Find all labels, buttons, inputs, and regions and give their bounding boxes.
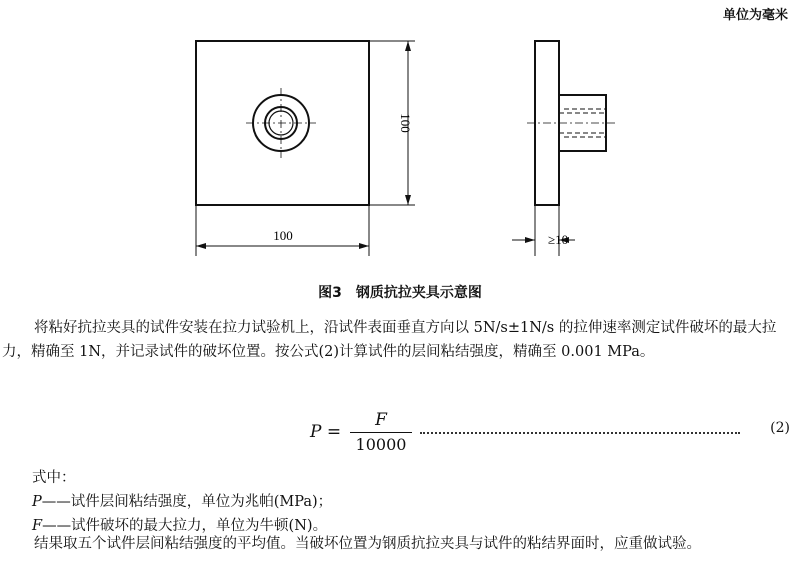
formula-2 <box>310 410 790 458</box>
definition-symbol: P <box>32 494 42 510</box>
formula-lhs: P = <box>310 422 342 442</box>
figure-caption: 图3 钢质抗拉夹具示意图 <box>318 285 482 301</box>
definition-p <box>32 490 332 514</box>
paragraph-test-procedure: 将粘好抗拉夹具的试件安装在拉力试验机上，沿试件表面垂直方向以 5N/s±1N/s 的拉伸速率测定试件破坏的最大拉力，精确至 1N，并记录试件的破坏位置。按公式(2)计算试件的层间粘结强度，精确至 0.001 MPa。 <box>2 320 777 360</box>
height-dimension-label: 100 <box>398 113 413 133</box>
where-label: 式中： <box>32 470 76 486</box>
formula-fraction <box>350 410 412 455</box>
steel-clamp-drawing <box>0 0 800 280</box>
definition-text: ——试件破坏的最大拉力，单位为牛顿(N)。 <box>42 518 328 534</box>
fraction-bar <box>350 432 412 433</box>
width-dimension-label: 100 <box>273 228 293 243</box>
unit-note: 单位为毫米 <box>722 8 788 23</box>
definition-text: ——试件层间粘结强度，单位为兆帕(MPa)； <box>41 494 333 510</box>
definition-symbol: F <box>32 518 43 534</box>
front-view <box>196 41 415 256</box>
paragraph-result: 结果取五个试件层间粘结强度的平均值。当破坏位置为钢质抗拉夹具与试件的粘结界面时，应重做试验。 <box>34 536 701 552</box>
formula-denominator: 10000 <box>355 435 407 454</box>
formula-numerator: F <box>375 410 387 430</box>
formula-number: (2) <box>770 420 790 436</box>
thickness-dimension-label: ≥10 <box>548 232 569 247</box>
dot-leader <box>420 426 740 434</box>
side-view <box>512 41 616 256</box>
